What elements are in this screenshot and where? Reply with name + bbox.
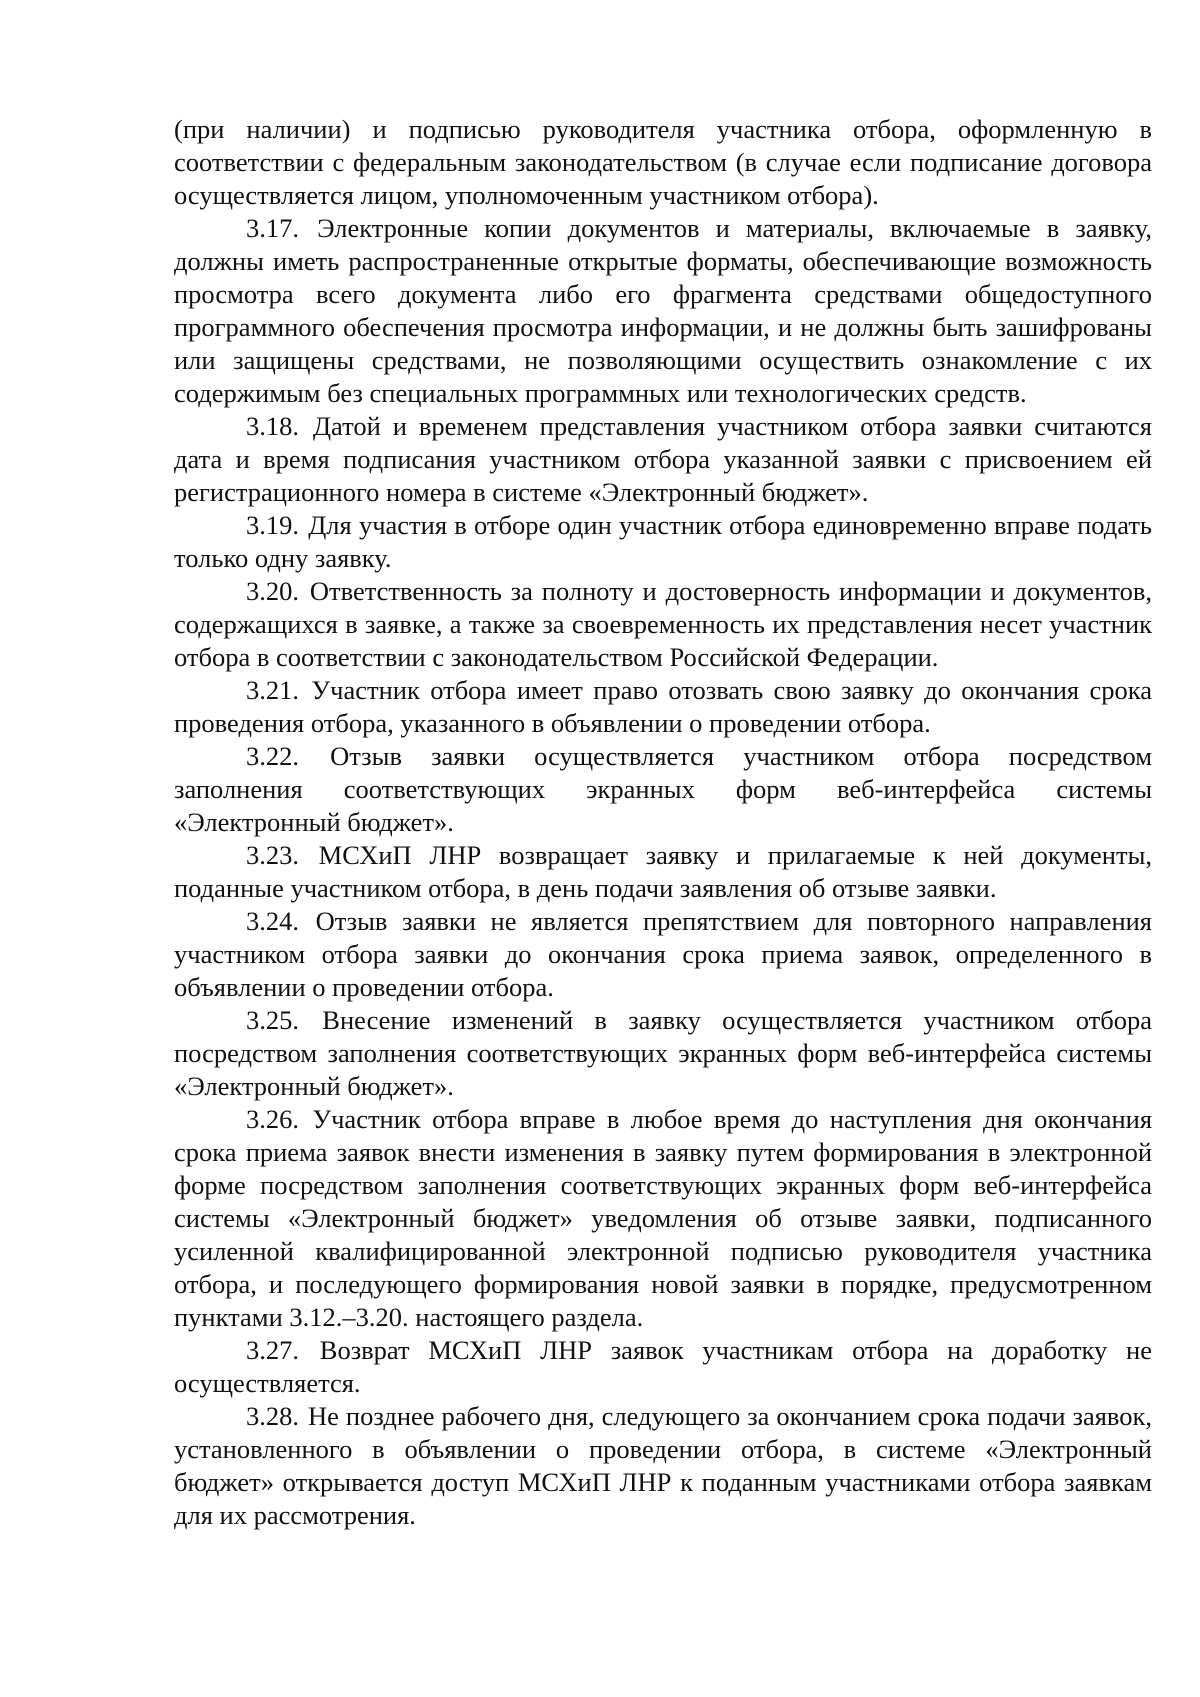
paragraph-text: Участник отбора вправе в любое время до наступления дня окончания срока приема заявок внести изменения в заявку путем формирования в электронной форме посредством заполнения соответствующих экранных форм веб-интерфейса системы «Электронный бюджет» уведомления об отзыве заявки, подписанного усиленной квалифицированной электронной подписью руководителя участника отбора, и последующего формирования новой заявки в порядке, предусмотренном пунктами 3.12.–3.20. настоящего раздела.: [174, 1104, 1153, 1332]
paragraph-continuation: [174, 113, 1152, 212]
paragraph-text: Ответственность за полноту и достоверность информации и документов, содержащихся в заявке, а также за своевременность их представления несет участник отбора в соответствии с законодательством Российской Федерации.: [174, 576, 1152, 672]
paragraph-number: 3.17.: [246, 213, 299, 243]
paragraph-3-24: [174, 905, 1152, 1004]
paragraph-text: Внесение изменений в заявку осуществляется участником отбора посредством заполнения соответствующих экранных форм веб-интерфейса системы «Электронный бюджет».: [174, 1005, 1153, 1101]
paragraph-3-23: [174, 839, 1152, 905]
paragraph-3-22: [174, 740, 1152, 839]
paragraph-text: Не позднее рабочего дня, следующего за окончанием срока подачи заявок, установленного в объявлении о проведении отбора, в системе «Электронный бюджет» открывается доступ МСХиП ЛНР к поданным участниками отбора заявкам для их рассмотрения.: [174, 1401, 1153, 1530]
paragraph-text: Возврат МСХиП ЛНР заявок участникам отбора на доработку не осуществляется.: [174, 1335, 1153, 1398]
paragraph-3-20: [174, 575, 1152, 674]
paragraph-3-28: [174, 1400, 1152, 1532]
paragraph-3-19: [174, 509, 1152, 575]
paragraph-3-18: [174, 410, 1152, 509]
paragraph-number: 3.22.: [246, 741, 299, 771]
paragraph-number: 3.28.: [246, 1401, 299, 1431]
paragraph-number: 3.19.: [246, 510, 299, 540]
paragraph-text: Электронные копии документов и материалы, включаемые в заявку, должны иметь распространенные открытые форматы, обеспечивающие возможность просмотра всего документа либо его фрагмента средствами общедоступного программного обеспечения просмотра информации, и не должны быть зашифрованы или защищены средствами, не позволяющими осуществить ознакомление с их содержимым без специальных программных или технологических средств.: [174, 213, 1152, 408]
paragraph-number: 3.25.: [246, 1005, 299, 1035]
paragraph-number: 3.27.: [246, 1335, 299, 1365]
paragraph-number: 3.23.: [246, 840, 299, 870]
paragraph-number: 3.24.: [246, 906, 299, 936]
paragraph-text: Участник отбора имеет право отозвать свою заявку до окончания срока проведения отбора, указанного в объявлении о проведении отбора.: [174, 675, 1152, 738]
paragraph-text: Датой и временем представления участником отбора заявки считаются дата и время подписания участником отбора указанной заявки с присвоением ей регистрационного номера в системе «Электронный бюджет».: [174, 411, 1152, 507]
paragraph-number: 3.21.: [246, 675, 299, 705]
paragraph-text: Отзыв заявки не является препятствием для повторного направления участником отбора заявки до окончания срока приема заявок, определенного в объявлении о проведении отбора.: [174, 906, 1152, 1002]
paragraph-3-26: [174, 1103, 1152, 1334]
paragraph-number: 3.18.: [246, 411, 299, 441]
paragraph-3-21: [174, 674, 1152, 740]
paragraph-3-27: [174, 1334, 1152, 1400]
paragraph-number: 3.26.: [246, 1104, 299, 1134]
paragraph-text: Для участия в отборе один участник отбора единовременно вправе подать только одну заявку.: [174, 510, 1152, 573]
paragraph-text: МСХиП ЛНР возвращает заявку и прилагаемые к ней документы, поданные участником отбора, в день подачи заявления об отзыве заявки.: [174, 840, 1152, 903]
paragraph-3-17: [174, 212, 1152, 410]
document-page: [174, 113, 1152, 1532]
paragraph-text: (при наличии) и подписью руководителя участника отбора, оформленную в соответствии с федеральным законодательством (в случае если подписание договора осуществляется лицом, уполномоченным участником отбора).: [174, 114, 1152, 210]
paragraph-text: Отзыв заявки осуществляется участником отбора посредством заполнения соответствующих экранных форм веб-интерфейса системы «Электронный бюджет».: [174, 741, 1152, 837]
paragraph-3-25: [174, 1004, 1152, 1103]
paragraph-number: 3.20.: [246, 576, 299, 606]
